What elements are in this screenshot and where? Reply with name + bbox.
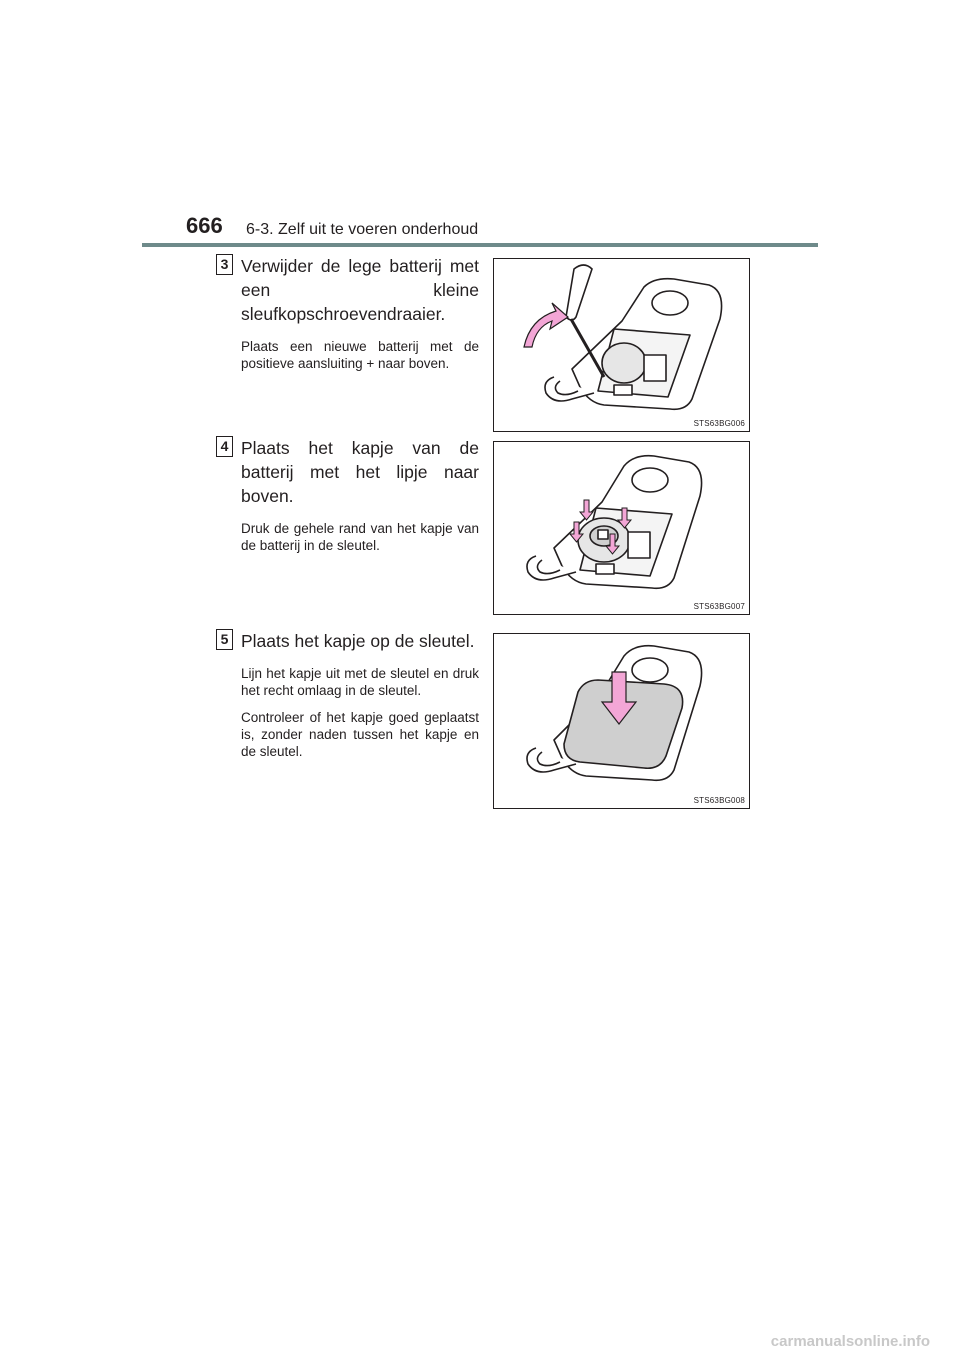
step-number-badge: 4 <box>216 436 233 457</box>
watermark: carmanualsonline.info <box>770 1333 930 1350</box>
header-rule <box>142 243 818 247</box>
step-paragraph: Druk de gehele rand van het kapje van de batterij in de sleutel. <box>241 521 479 553</box>
step-paragraph: Plaats een nieuwe batterij met de positieve aansluiting + naar boven. <box>241 339 479 371</box>
step-4 <box>216 436 746 616</box>
step-text <box>241 629 479 770</box>
page-number: 666 <box>186 213 223 238</box>
step-number-badge: 3 <box>216 254 233 275</box>
illustration-attach-cover <box>493 633 750 809</box>
step-heading: Verwijder de lege batterij met een kleine sleufkopschroevendraaier. <box>241 256 479 324</box>
illustration-remove-battery <box>493 258 750 432</box>
step-text <box>241 254 479 382</box>
key-fob-cap-drawing <box>494 442 749 614</box>
step-text <box>241 436 479 564</box>
step-paragraph: Lijn het kapje uit met de sleutel en druk het recht omlaag in de sleutel. <box>241 666 479 698</box>
page-header <box>0 0 960 250</box>
step-5 <box>216 629 746 811</box>
illustration-code: STS63BG006 <box>693 419 745 428</box>
step-number-badge: 5 <box>216 629 233 650</box>
step-heading: Plaats het kapje op de sleutel. <box>241 631 475 651</box>
section-title: 6-3. Zelf uit te voeren onderhoud <box>246 221 479 238</box>
step-paragraph: Controleer of het kapje goed geplaatst is, zonder naden tussen het kapje en de sleutel. <box>241 710 479 759</box>
step-heading: Plaats het kapje van de batterij met het lipje naar boven. <box>241 438 479 506</box>
illustration-place-battery-cap <box>493 441 750 615</box>
illustration-code: STS63BG008 <box>693 796 745 805</box>
key-fob-open-drawing <box>494 259 749 431</box>
key-fob-cover-drawing <box>494 634 749 808</box>
step-3 <box>216 254 746 434</box>
illustration-code: STS63BG007 <box>693 602 745 611</box>
